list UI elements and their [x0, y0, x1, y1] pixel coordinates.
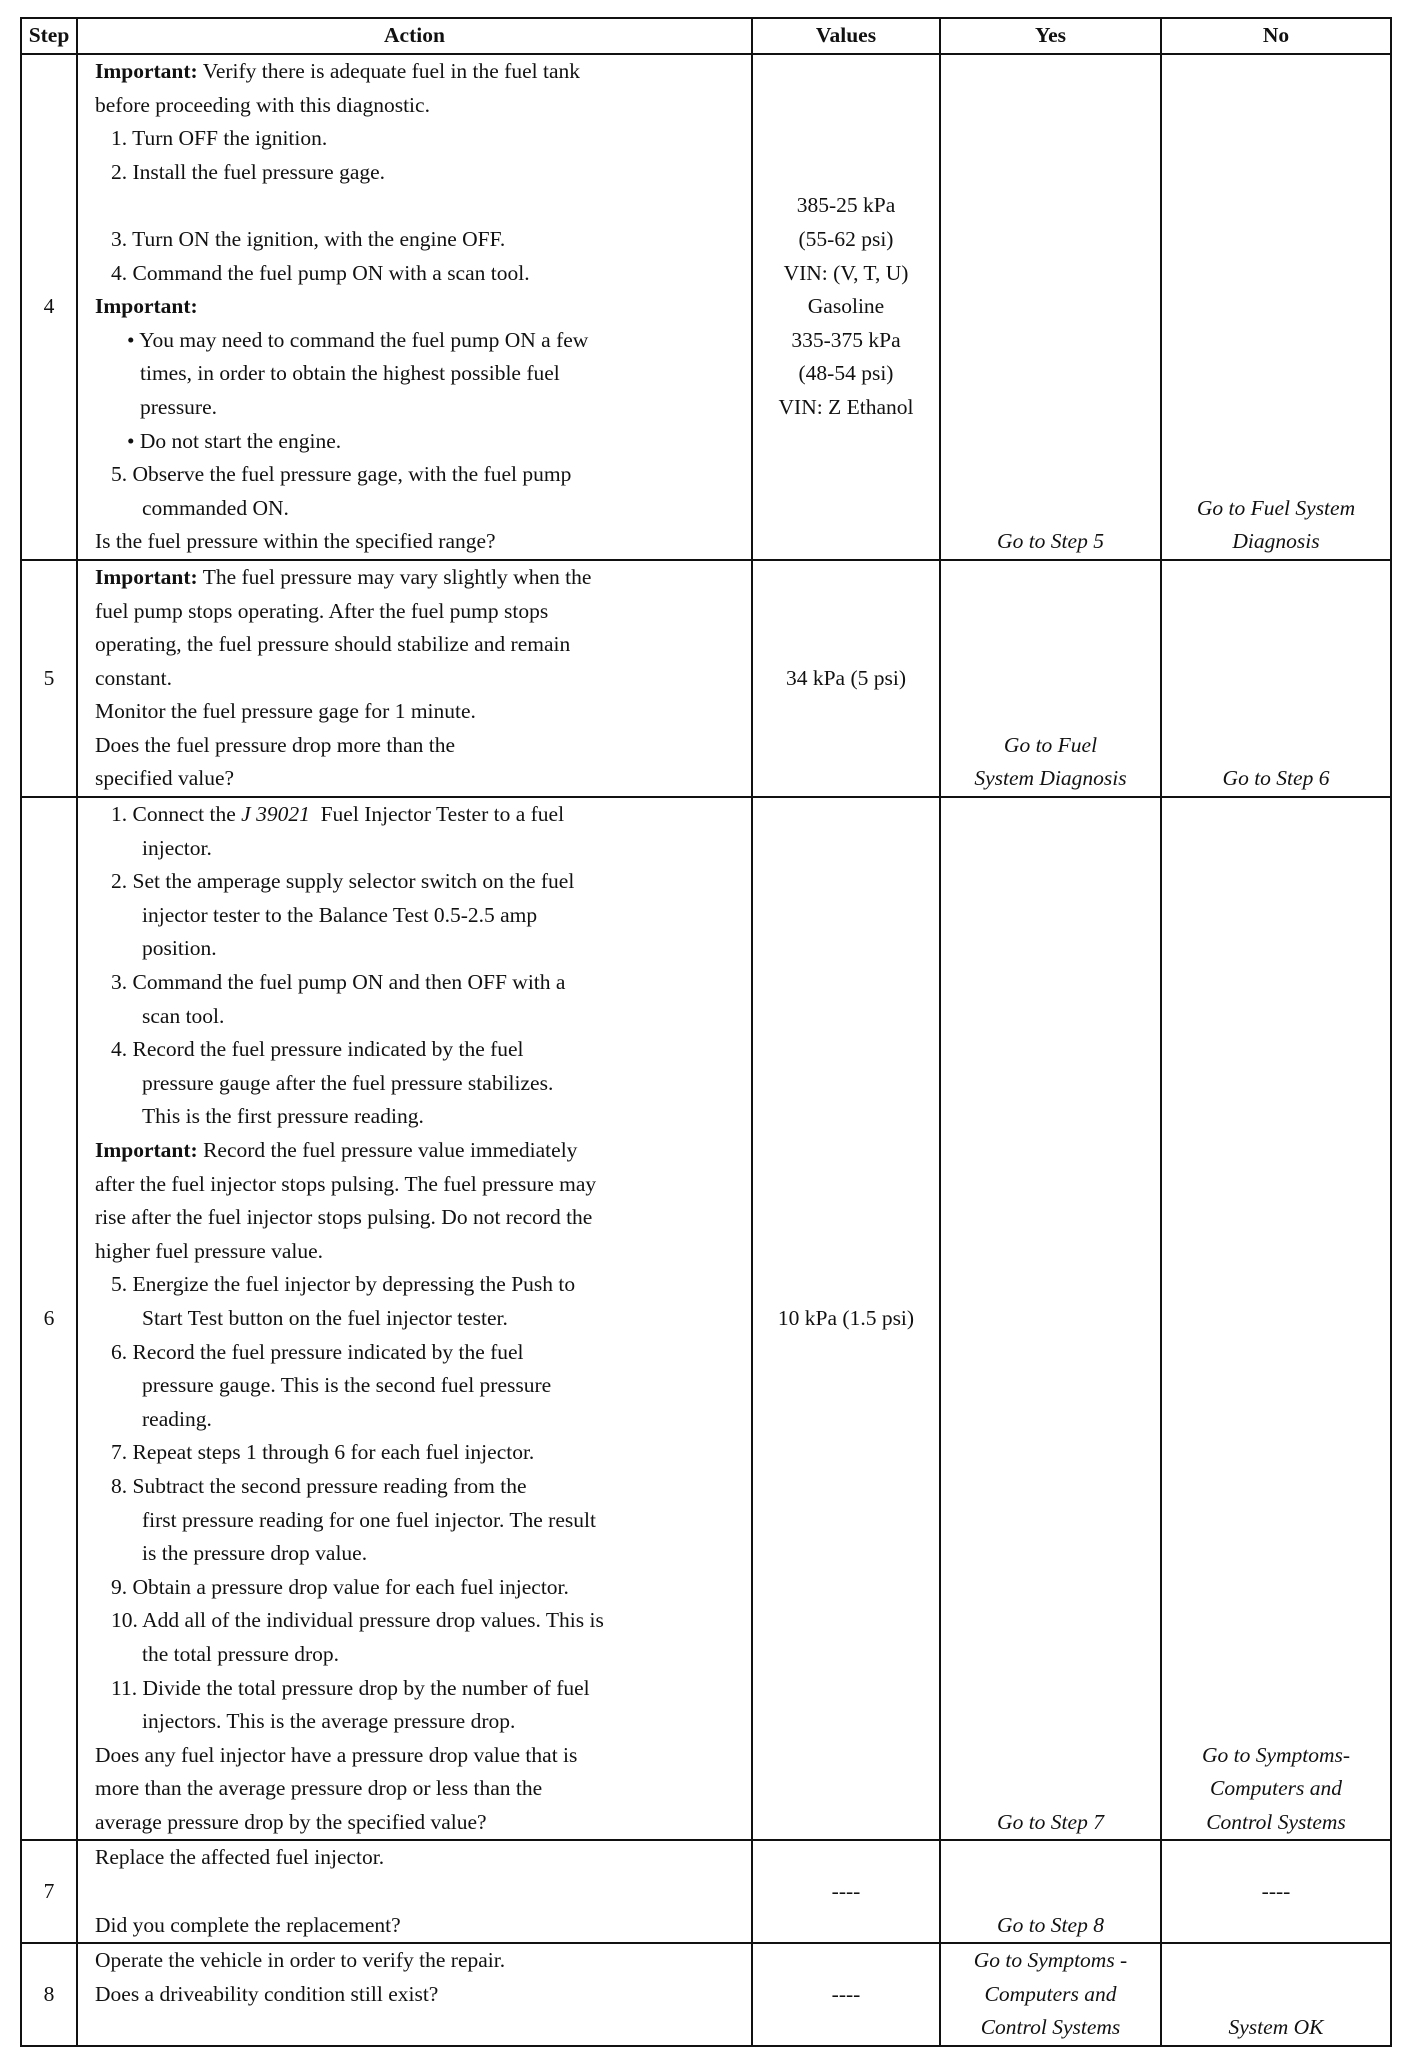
diagnostic-table [20, 17, 1392, 2047]
action-line: pressure gauge after the fuel pressure stabilizes. [142, 1070, 554, 1095]
header-action: Action [77, 18, 752, 54]
action-cell [77, 797, 752, 1840]
yes-outcome: Go to Step 7 [997, 1809, 1104, 1834]
no-outcome: ---- [1261, 1879, 1291, 1904]
action-line: 10. Add all of the individual pressure drop values. This is [111, 1608, 604, 1633]
yes-outcome: Go to Step 5 [997, 529, 1104, 554]
header-row [21, 18, 1391, 54]
step-number: 8 [21, 1943, 77, 2046]
action-line: injector tester to the Balance Test 0.5-2.5 amp [142, 902, 538, 927]
yes-outcome: Go to Step 8 [997, 1912, 1104, 1937]
yes-outcome: System Diagnosis [974, 766, 1127, 791]
step-number: 4 [21, 54, 77, 560]
action-line: specified value? [95, 766, 235, 791]
action-line: 7. Repeat steps 1 through 6 for each fuel injector. [111, 1440, 535, 1465]
yes-cell [940, 797, 1161, 1840]
action-line: times, in order to obtain the highest possible fuel [140, 361, 560, 386]
action-line: scan tool. [142, 1003, 225, 1028]
action-cell [77, 1943, 752, 2046]
action-line: 3. Command the fuel pump ON and then OFF with a [111, 970, 566, 995]
action-line: operating, the fuel pressure should stabilize and remain [95, 632, 571, 657]
no-cell [1161, 1943, 1391, 2046]
action-line: 1. Connect the J 39021 Fuel Injector Tester to a fuel [111, 802, 565, 827]
action-line: rise after the fuel injector stops pulsing. Do not record the [95, 1205, 593, 1230]
table-row [21, 1943, 1391, 2046]
action-line: Did you complete the replacement? [95, 1912, 401, 1937]
action-line: Important: The fuel pressure may vary slightly when the [95, 564, 592, 589]
action-line [95, 189, 747, 223]
values-cell [752, 54, 940, 560]
action-line: • Do not start the engine. [127, 428, 342, 453]
action-line: pressure gauge. This is the second fuel pressure [142, 1373, 552, 1398]
header-no: No [1161, 18, 1391, 54]
action-line: 4. Command the fuel pump ON with a scan tool. [111, 260, 530, 285]
action-line: Start Test button on the fuel injector tester. [142, 1305, 508, 1330]
no-outcome: Go to Step 6 [1222, 766, 1330, 791]
action-line: commanded ON. [142, 495, 289, 520]
action-line: Does a driveability condition still exist? [95, 1981, 439, 2006]
action-line: 8. Subtract the second pressure reading from the [111, 1473, 527, 1498]
header-values: Values [752, 18, 940, 54]
action-line: 4. Record the fuel pressure indicated by the fuel [111, 1037, 524, 1062]
action-line: pressure. [140, 394, 218, 419]
action-line: Important: Verify there is adequate fuel in the fuel tank [95, 59, 580, 83]
table-row [21, 560, 1391, 797]
no-outcome: Go to Symptoms- [1201, 1742, 1351, 1767]
no-cell [1161, 797, 1391, 1840]
action-line: 9. Obtain a pressure drop value for each fuel injector. [111, 1574, 569, 1599]
action-line: first pressure reading for one fuel injector. The result [142, 1507, 596, 1532]
value-line: ---- [831, 1879, 861, 1904]
action-cell [77, 54, 752, 560]
action-line: 11. Divide the total pressure drop by the number of fuel [111, 1675, 590, 1700]
action-line: constant. [95, 665, 173, 690]
yes-cell [940, 560, 1161, 797]
values-cell [752, 1943, 940, 2046]
action-line: is the pressure drop value. [142, 1541, 368, 1566]
action-line: Monitor the fuel pressure gage for 1 minute. [95, 699, 476, 724]
value-line: 385-25 kPa [796, 193, 896, 218]
action-line: Important: Record the fuel pressure value immediately [95, 1138, 578, 1162]
action-line: position. [142, 936, 217, 961]
action-line: Replace the affected fuel injector. [95, 1845, 385, 1870]
yes-outcome: Go to Symptoms - [973, 1948, 1128, 1973]
action-line: average pressure drop by the specified value? [95, 1809, 487, 1834]
action-line: after the fuel injector stops pulsing. The fuel pressure may [95, 1171, 597, 1196]
no-outcome: Control Systems [1206, 1809, 1346, 1834]
action-line: 6. Record the fuel pressure indicated by the fuel [111, 1339, 524, 1364]
action-line: injector. [142, 835, 212, 860]
step-number: 6 [21, 797, 77, 1840]
action-line: Is the fuel pressure within the specified range? [95, 529, 496, 554]
no-outcome: Computers and [1210, 1776, 1342, 1801]
value-line: (55-62 psi) [798, 226, 894, 251]
table-row [21, 797, 1391, 1840]
action-line: This is the first pressure reading. [142, 1104, 424, 1129]
yes-cell [940, 54, 1161, 560]
table-row [21, 1840, 1391, 1943]
action-line: reading. [142, 1406, 212, 1431]
no-outcome: System OK [1228, 2015, 1324, 2040]
action-cell [77, 560, 752, 797]
action-line: 5. Observe the fuel pressure gage, with the fuel pump [111, 462, 572, 487]
no-cell [1161, 1840, 1391, 1943]
action-line: 5. Energize the fuel injector by depressing the Push to [111, 1272, 576, 1297]
action-line: 1. Turn OFF the ignition. [111, 126, 328, 151]
action-line: Important: [95, 294, 198, 319]
header-step: Step [21, 18, 77, 54]
action-line: 2. Install the fuel pressure gage. [111, 159, 386, 184]
action-line: higher fuel pressure value. [95, 1238, 324, 1263]
value-line: (48-54 psi) [798, 361, 894, 386]
value-line: VIN: (V, T, U) [783, 260, 909, 285]
value-line: 335-375 kPa [791, 327, 901, 352]
action-line: Does any fuel injector have a pressure drop value that is [95, 1742, 578, 1767]
yes-cell [940, 1943, 1161, 2046]
action-line: Does the fuel pressure drop more than the [95, 732, 456, 757]
no-cell [1161, 54, 1391, 560]
action-cell [77, 1840, 752, 1943]
table-row [21, 54, 1391, 560]
action-line: Operate the vehicle in order to verify the repair. [95, 1948, 506, 1973]
value-line: 10 kPa (1.5 psi) [777, 1305, 915, 1330]
action-line: fuel pump stops operating. After the fuel pump stops [95, 598, 549, 623]
yes-cell [940, 1840, 1161, 1943]
value-line: VIN: Z Ethanol [778, 394, 914, 419]
action-line: injectors. This is the average pressure drop. [142, 1709, 516, 1734]
header-yes: Yes [940, 18, 1161, 54]
action-line: the total pressure drop. [142, 1641, 340, 1666]
no-outcome: Diagnosis [1232, 529, 1320, 554]
no-cell [1161, 560, 1391, 797]
action-line: more than the average pressure drop or less than the [95, 1776, 543, 1801]
action-line: 3. Turn ON the ignition, with the engine OFF. [111, 226, 506, 251]
value-line: ---- [831, 1981, 861, 2006]
action-line [95, 1875, 747, 1909]
step-number: 5 [21, 560, 77, 797]
no-outcome: Go to Fuel System [1196, 495, 1356, 520]
action-line: • You may need to command the fuel pump ON a few [127, 327, 589, 352]
action-line: 2. Set the amperage supply selector switch on the fuel [111, 869, 575, 894]
values-cell [752, 797, 940, 1840]
yes-outcome: Control Systems [980, 2015, 1121, 2040]
value-line: Gasoline [807, 294, 885, 319]
action-line [95, 2011, 747, 2045]
step-number: 7 [21, 1840, 77, 1943]
action-line: before proceeding with this diagnostic. [95, 92, 430, 117]
values-cell [752, 1840, 940, 1943]
yes-outcome: Go to Fuel [1003, 732, 1098, 757]
values-cell [752, 560, 940, 797]
yes-outcome: Computers and [984, 1981, 1117, 2006]
value-line: 34 kPa (5 psi) [785, 665, 907, 690]
